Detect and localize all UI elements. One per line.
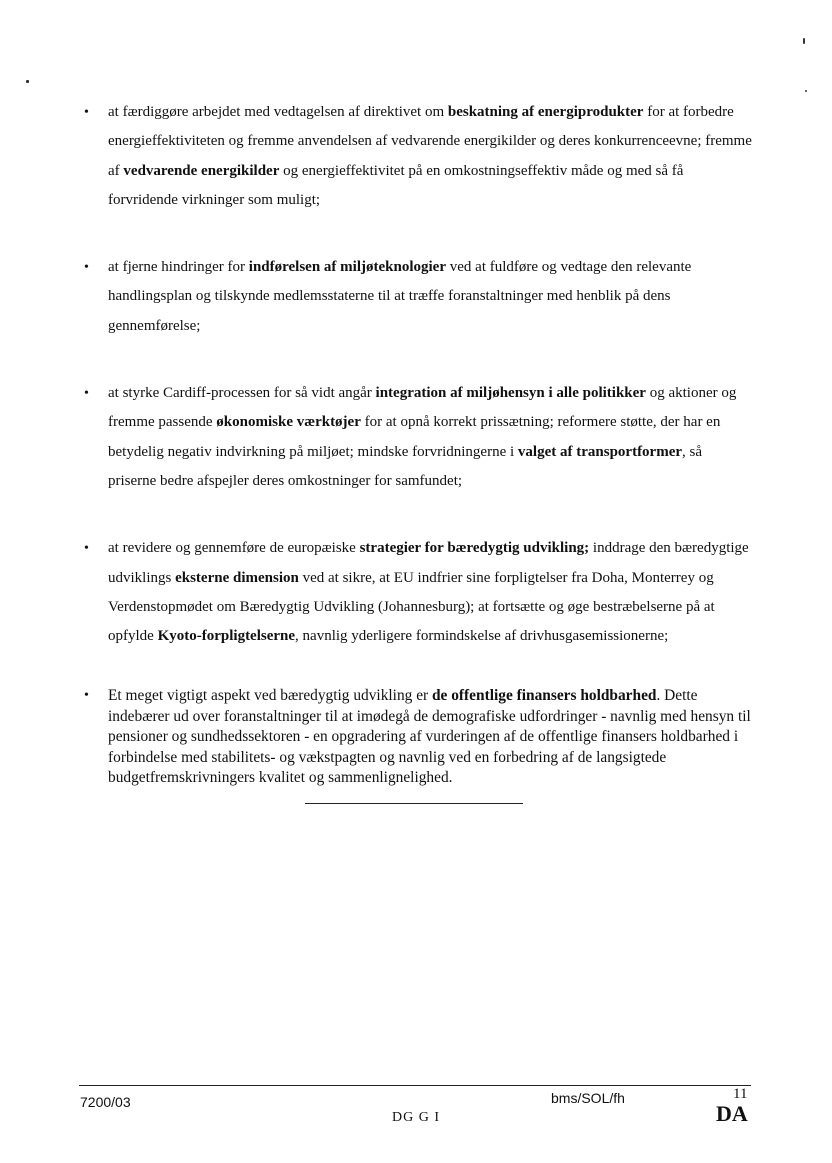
bullet-dot: • — [84, 688, 89, 704]
text-segment: og energieffektivitet på en omkostningseffektiv måde og med så få forvridende virkninger som muligt; — [108, 162, 684, 208]
text-segment: at styrke Cardiff-processen for så vidt angår — [108, 385, 376, 402]
text-segment: , så priserne bedre afspejler deres omkostninger for samfundet; — [108, 443, 703, 489]
bullet-item — [84, 98, 754, 215]
bold-text: indførelsen af miljøteknologier — [248, 259, 446, 276]
text-segment: for at opnå korrekt prissætning; reformere støtte, der har en betydelig negativ indvirkning på miljøet; mindske forvridningerne i — [108, 414, 721, 460]
bold-text: vedvarende energikilder — [123, 162, 280, 179]
bullet-item — [84, 534, 754, 651]
bullet-list — [84, 98, 754, 827]
text-segment: ved at sikre, at EU indfrier sine forpligtelser fra Doha, Monterrey og Verdenstopmødet om Bæredygtig Udvikling (Johannesburg); at fortsætte og øge bestræbelserne på at opfylde — [108, 569, 715, 645]
bold-text: strategier for bæredygtig udvikling; — [359, 540, 590, 557]
text-segment: at færdiggøre arbejdet med vedtagelsen af direktivet om — [108, 104, 448, 120]
bold-text: Kyoto-forpligtelserne — [157, 628, 296, 645]
bold-text: de offentlige finansers holdbarhed — [432, 687, 657, 705]
bold-text: valget af transportformer — [517, 443, 683, 460]
bullet-item — [84, 379, 754, 496]
scan-speck — [803, 38, 805, 44]
text-segment: . Dette indebærer ud over foranstaltninger til at imødegå de demografiske udfordringer - navnlig med hensyn til pensioner og sundhedssektoren - en opgradering af vurderingen af de offentlige finansers holdbarhed i forbindelse med stabilitets- og vækstpagten og navnlig ved en forbedring af de langsigtede budgetfremskrivningers kvalitet og sammenlignelighed. — [108, 687, 751, 787]
text-segment: inddrage den bæredygtige udviklings — [108, 540, 749, 586]
bullet-dot: • — [84, 386, 89, 402]
text-segment: at fjerne hindringer for — [108, 259, 249, 276]
bullet-dot: • — [84, 105, 89, 120]
author-initials: bms/SOL/fh — [551, 1090, 625, 1106]
scan-speck — [805, 90, 807, 92]
page-number: 11 — [733, 1086, 748, 1102]
text-segment: ved at fuldføre og vedtage den relevante handlingsplan og tilskynde medlemsstaterne til at træffe foranstaltninger med henblik på dens gennemførelse; — [108, 259, 692, 334]
bullet-dot: • — [84, 260, 89, 276]
bold-text: beskatning af energiprodukter — [447, 104, 644, 120]
language-code: DA — [716, 1101, 748, 1126]
text-segment: at revidere og gennemføre de europæiske — [108, 540, 360, 557]
document-number: 7200/03 — [80, 1094, 131, 1110]
bold-text: eksterne dimension — [175, 569, 299, 586]
text-segment: , navnlig yderligere formindskelse af drivhusgasemissionerne; — [295, 628, 669, 645]
separator-line — [305, 803, 523, 804]
bullet-item — [84, 686, 754, 789]
scan-speck — [26, 80, 29, 83]
text-segment: Et meget vigtigt aspekt ved bæredygtig udvikling er — [108, 687, 432, 705]
bold-text: integration af miljøhensyn i alle politikker — [375, 385, 646, 402]
footer-rule — [79, 1085, 751, 1086]
text-segment: for at forbedre energieffektiviteten og fremme anvendelsen af vedvarende energikilder og deres konkurrenceevne; fremme af — [108, 104, 752, 179]
bold-text: økonomiske værktøjer — [216, 414, 361, 431]
bullet-dot: • — [84, 541, 89, 557]
directorate-label: DG G I — [392, 1110, 440, 1125]
bullet-item — [84, 253, 754, 341]
text-segment: og aktioner og fremme passende — [108, 385, 737, 431]
